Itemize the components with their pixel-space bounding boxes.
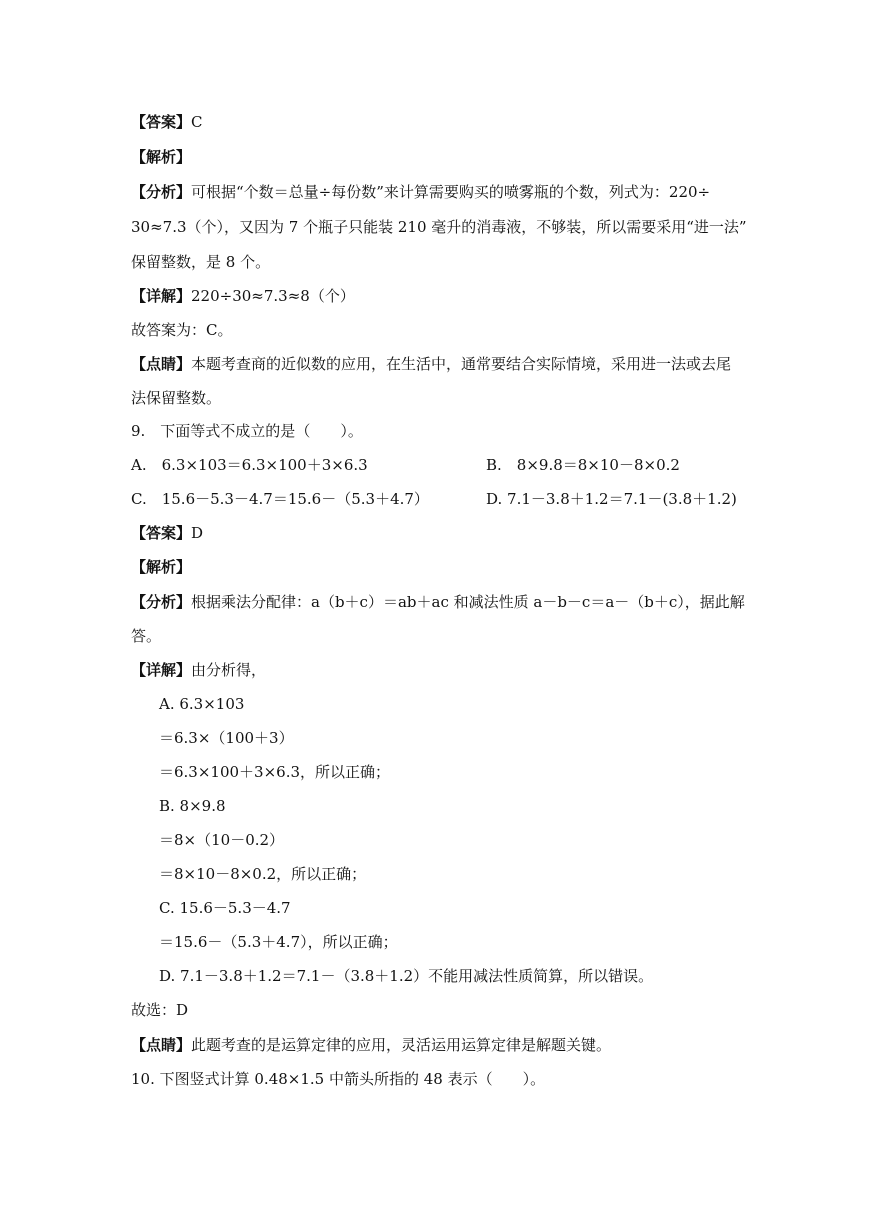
fenxi-text: 根据乘法分配律：a（b＋c）＝ab＋ac 和减法性质 a－b－c＝a－（b＋c），据此解 (191, 593, 745, 611)
q8-conclusion: 故答案为：C。 (131, 321, 233, 339)
q9-comment-line (131, 1035, 611, 1055)
comment-text: 此题考查的是运算定律的应用，灵活运用运算定律是解题关键。 (191, 1036, 612, 1054)
answer-text: C (191, 113, 203, 131)
q9-step: ＝6.3×100＋3×6.3，所以正确； (159, 763, 391, 781)
comment-tag: 【点睛】 (131, 1036, 192, 1054)
q8-fenxi-line3: 保留整数，是 8 个。 (131, 253, 271, 271)
q9-step: ＝8×10－8×0.2，所以正确； (159, 865, 367, 883)
q9-step: D. 7.1－3.8＋1.2＝7.1－（3.8＋1.2）不能用减法性质简算，所以错误。 (159, 967, 654, 985)
q8-fenxi-line1 (131, 182, 710, 202)
fenxi-text: 可根据“个数＝总量÷每份数”来计算需要购买的喷雾瓶的个数，列式为：220÷ (191, 183, 711, 201)
q9-step: ＝6.3×（100＋3） (159, 729, 294, 747)
q8-fenxi-line2: 30≈7.3（个），又因为 7 个瓶子只能装 210 毫升的消毒液，不够装，所以需要采用“进一法” (131, 218, 747, 236)
q9-stem: 9. 下面等式不成立的是（ ）。 (131, 422, 363, 440)
q8-analysis-heading: 【解析】 (131, 148, 192, 166)
q8-answer-line (131, 112, 203, 132)
detail-intro: 由分析得， (191, 661, 267, 679)
q8-comment-line1 (131, 354, 731, 374)
fenxi-tag: 【分析】 (131, 183, 192, 201)
q9-answer-line (131, 523, 203, 543)
comment-tag: 【点睛】 (131, 355, 192, 373)
q9-detail-line (131, 660, 266, 680)
q10-stem: 10. 下图竖式计算 0.48×1.5 中箭头所指的 48 表示（ ）。 (131, 1070, 546, 1088)
q9-conclusion: 故选：D (131, 1001, 189, 1019)
comment-text: 本题考查商的近似数的应用，在生活中，通常要结合实际情境，采用进一法或去尾 (191, 355, 732, 373)
q9-option-a: A. 6.3×103＝6.3×100＋3×6.3 (131, 456, 368, 474)
answer-tag: 【答案】 (131, 113, 192, 131)
q9-option-c: C. 15.6－5.3－4.7＝15.6－（5.3＋4.7） (131, 490, 429, 508)
detail-text: 220÷30≈7.3≈8（个） (191, 287, 355, 305)
answer-text: D (191, 524, 204, 542)
q9-step: B. 8×9.8 (159, 797, 226, 815)
detail-tag: 【详解】 (131, 661, 192, 679)
q9-step: ＝15.6－（5.3＋4.7），所以正确； (159, 933, 398, 951)
q9-fenxi-line2: 答。 (131, 627, 162, 645)
q9-step: ＝8×（10－0.2） (159, 831, 285, 849)
q9-analysis-heading: 【解析】 (131, 558, 192, 576)
q8-detail-line (131, 286, 355, 306)
q9-step: A. 6.3×103 (159, 695, 245, 713)
q9-option-d: D. 7.1－3.8＋1.2＝7.1－(3.8＋1.2) (486, 490, 737, 508)
q9-option-b: B. 8×9.8＝8×10－8×0.2 (486, 456, 680, 474)
fenxi-tag: 【分析】 (131, 593, 192, 611)
detail-tag: 【详解】 (131, 287, 192, 305)
q9-step: C. 15.6－5.3－4.7 (159, 899, 291, 917)
q9-fenxi-line1 (131, 592, 745, 612)
q8-comment-line2: 法保留整数。 (131, 389, 222, 407)
answer-tag: 【答案】 (131, 524, 192, 542)
